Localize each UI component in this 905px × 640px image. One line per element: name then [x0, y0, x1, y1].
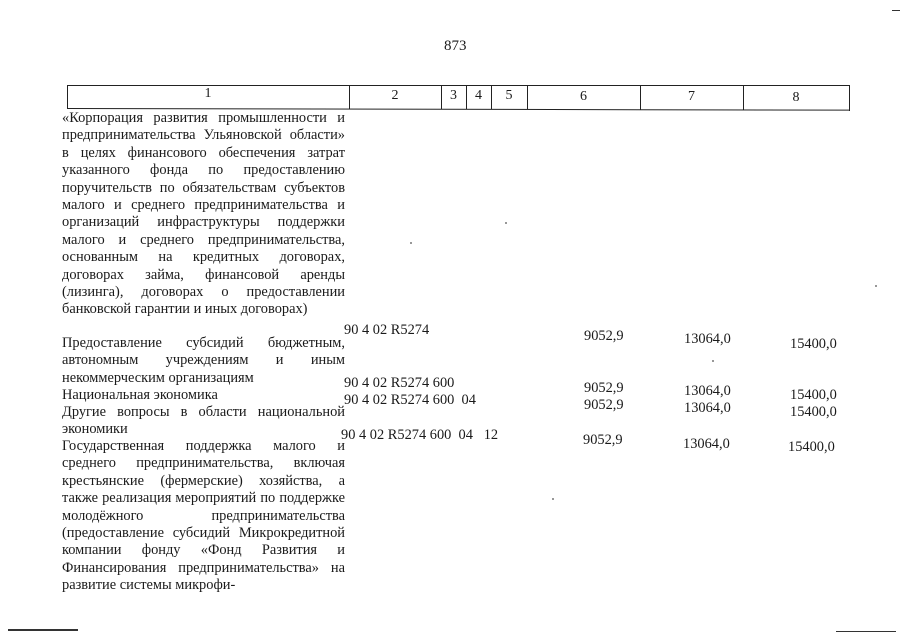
row-description: Другие вопросы в области национальной экономики [62, 404, 345, 438]
classification-code: 90 4 02 R5274 600 04 12 [341, 427, 499, 443]
value-column-8: 15400,0 [788, 439, 835, 455]
column-header: 8 [792, 90, 800, 105]
scan-speck [712, 360, 714, 362]
column-header: 6 [580, 89, 587, 104]
value-column-8: 15400,0 [790, 387, 837, 403]
value-column-8: 15400,0 [790, 336, 837, 352]
value-column-7: 13064,0 [684, 331, 731, 347]
column-header: 4 [475, 88, 482, 103]
classification-code: 90 4 02 R5274 [344, 322, 430, 338]
scan-speck [505, 222, 507, 224]
value-column-7: 13064,0 [684, 383, 731, 399]
column-header: 7 [688, 89, 695, 104]
scan-speck [410, 242, 412, 244]
column-header: 5 [505, 88, 513, 103]
scan-speck [875, 285, 877, 287]
scan-edge-mark [8, 629, 78, 631]
value-column-6: 9052,9 [584, 328, 624, 344]
header-divider [849, 85, 850, 111]
classification-code: 90 4 02 R5274 600 [344, 375, 455, 391]
row-description: Национальная экономика [62, 387, 218, 403]
scan-speck [552, 498, 554, 500]
column-header: 2 [391, 88, 399, 103]
row-description: «Корпорация развития промышленности и предпринимательства Ульяновской области» в целях финансового обеспечения затрат указанного фонда по предоставлению поручительств по обязательствам субъектов малого и среднего предпринимательства и организаций инфраструктуры поддержки малого и среднего предпринимательства, основанным на кредитных договорах, договорах займа, финансовой аренды (лизинга), договорах о предоставлении банковской гарантии и иных договорах) [62, 110, 345, 318]
classification-code: 90 4 02 R5274 600 04 [344, 392, 476, 408]
scan-edge-mark [836, 631, 896, 632]
column-header: 3 [450, 88, 457, 103]
value-column-6: 9052,9 [584, 380, 624, 396]
value-column-7: 13064,0 [683, 436, 730, 452]
page-number: 873 [444, 38, 467, 54]
value-column-7: 13064,0 [684, 400, 731, 416]
row-description: Предоставление субсидий бюджетным, автономным учреждениям и иным некоммерческим организациям [62, 335, 345, 386]
table-header [67, 85, 850, 109]
value-column-6: 9052,9 [583, 432, 623, 448]
scan-edge-mark [892, 10, 900, 11]
value-column-8: 15400,0 [790, 404, 837, 420]
row-description: Государственная поддержка малого и среднего предпринимательства, включая крестьянские (фермерские) хозяйства, а также реализация мероприятий по поддержке молодёжного предпринимательства (предоставление субсидий Микрокредитной компании фонду «Фонд Развития и Финансирования предпринимательства» на развитие системы микрофи- [62, 438, 345, 594]
column-header: 1 [204, 86, 212, 101]
value-column-6: 9052,9 [584, 397, 624, 413]
